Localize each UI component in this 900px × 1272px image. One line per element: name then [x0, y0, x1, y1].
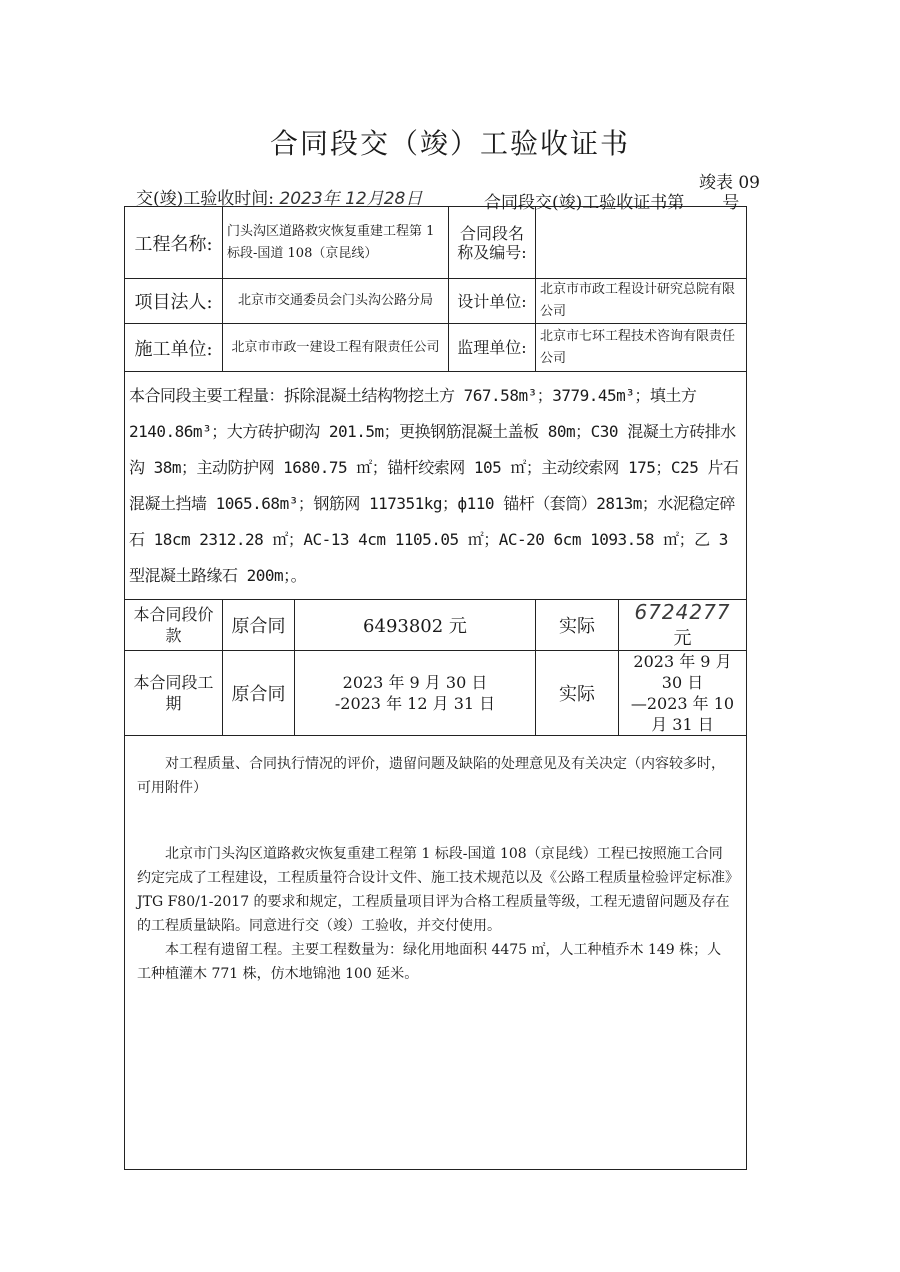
- period-original-start: 2023 年 9 月 30 日: [342, 673, 488, 692]
- evaluation-cell: [125, 736, 747, 1170]
- section-label: 合同段名称及编号:: [449, 207, 536, 279]
- acceptance-time-handwritten: 2023年 12月28日: [279, 189, 423, 209]
- price-actual-label: 实际: [536, 600, 619, 651]
- period-original-end: -2023 年 12 月 31 日: [334, 694, 496, 713]
- period-actual-start: 2023 年 9 月 30 日: [633, 652, 732, 692]
- period-actual-value: [619, 651, 747, 736]
- certificate-table: [124, 206, 747, 1170]
- supervisor-label: 监理单位:: [449, 324, 536, 372]
- period-actual-label: 实际: [536, 651, 619, 736]
- owner-value: 北京市交通委员会门头沟公路分局: [223, 279, 449, 324]
- certificate-number-suffix: 号: [722, 193, 740, 213]
- period-actual-end: —2023 年 10 月 31 日: [630, 694, 735, 734]
- owner-row: [125, 279, 747, 324]
- price-label: 本合同段价款: [125, 600, 223, 651]
- constructor-value: 北京市市政一建设工程有限责任公司: [223, 324, 449, 372]
- period-label: 本合同段工期: [125, 651, 223, 736]
- form-number: 竣表 09: [698, 173, 760, 193]
- price-original-label: 原合同: [223, 600, 295, 651]
- supervisor-value: 北京市七环工程技术咨询有限责任公司: [536, 324, 747, 372]
- project-name-value: 门头沟区道路救灾恢复重建工程第 1 标段-国道 108（京昆线）: [223, 207, 449, 279]
- constructor-label: 施工单位:: [125, 324, 223, 372]
- quantities-row: [125, 372, 747, 600]
- constructor-row: [125, 324, 747, 372]
- evaluation-question: 对工程质量、合同执行情况的评价，遗留问题及缺陷的处理意见及有关决定（内容较多时，可用附件）: [137, 756, 725, 796]
- evaluation-text: 北京市门头沟区道路救灾恢复重建工程第 1 标段-国道 108（京昆线）工程已按照施工合同约定完成了工程建设，工程质量符合设计文件、施工技术规范以及《公路工程质量检验评定标准》JTG F80/1-2017 的要求和规定，工程质量项目评为合格工程质量等级，工程无遗留问题及存在的工程质量缺陷。同意进行交（竣）工验收，并交付使用。: [137, 846, 732, 934]
- certificate-number-label: 合同段交(竣)工验收证书第: [484, 193, 685, 213]
- designer-value: 北京市市政工程设计研究总院有限公司: [536, 279, 747, 324]
- quantities-lead: 本合同段主要工程量：: [129, 385, 285, 405]
- price-actual-value: [619, 600, 747, 651]
- designer-label: 设计单位:: [449, 279, 536, 324]
- price-actual-unit: 元: [673, 628, 692, 649]
- page-title: 合同段交（竣）工验收证书: [269, 127, 630, 160]
- owner-label: 项目法人:: [125, 279, 223, 324]
- section-value: [536, 207, 747, 279]
- project-name-row: [125, 207, 747, 279]
- price-actual-handwritten: 6724277: [634, 600, 731, 624]
- evaluation-row: [125, 736, 747, 1170]
- quantities-text: 拆除混凝土结构物挖土方 767.58m³；3779.45m³；填土方 2140.86m³；大方砖护砌沟 201.5m；更换钢筋混凝土盖板 80m；C30 混凝土方砖排水沟 38m；主动防护网 1680.75 ㎡；锚杆绞索网 105 ㎡；主动绞索网 175；C25 片石混凝土挡墙 1065.68m³；钢筋网 117351kg；ф110 锚杆（套筒）2813m；水泥稳定碎石 18cm 2312.28 ㎡；AC-13 4cm 1105.05 ㎡；AC-20 6cm 1093.58 ㎡；乙 3 型混凝土路缘石 200m；。: [129, 385, 739, 585]
- period-row: [125, 651, 747, 736]
- acceptance-time-label: 交(竣)工验收时间:: [136, 189, 274, 209]
- period-original-label: 原合同: [223, 651, 295, 736]
- remaining-works-text: 本工程有遗留工程。主要工程数量为：绿化用地面积 4475 ㎡，人工种植乔木 149 株；人工种植灌木 771 株，仿木地锦池 100 延米。: [137, 942, 722, 982]
- period-original-value: [295, 651, 536, 736]
- quantities-cell: [125, 372, 747, 600]
- project-name-label: 工程名称:: [125, 207, 223, 279]
- price-row: [125, 600, 747, 651]
- price-original-value: 6493802 元: [295, 600, 536, 651]
